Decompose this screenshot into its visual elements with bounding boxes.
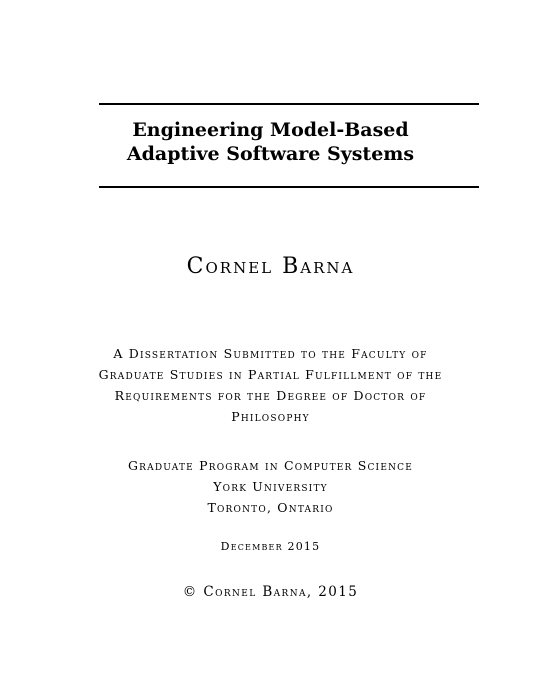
submission-date: December 2015 <box>220 540 321 553</box>
top-rule <box>99 103 479 105</box>
program-name: Graduate Program in Computer Science <box>127 458 414 473</box>
thesis-title-line-2: Adaptive Software Systems <box>126 143 415 165</box>
copyright-notice: © Cornel Barna, 2015 <box>182 584 359 600</box>
university-location: Toronto, Ontario <box>207 500 334 515</box>
thesis-title <box>0 118 541 166</box>
bottom-rule <box>99 186 479 188</box>
thesis-title-line-1: Engineering Model-Based <box>132 119 409 141</box>
degree-statement-line-1: A Dissertation Submitted to the Faculty of <box>113 346 428 361</box>
author-name: Cornel Barna <box>186 254 355 279</box>
degree-statement-line-3: Requirements for the Degree of Doctor of <box>114 388 427 403</box>
program-info <box>0 455 541 518</box>
degree-statement <box>0 343 541 427</box>
degree-statement-line-2: Graduate Studies in Partial Fulfillment of the <box>98 367 443 382</box>
university-name: York University <box>213 479 328 494</box>
degree-statement-line-4: Philosophy <box>231 409 310 424</box>
